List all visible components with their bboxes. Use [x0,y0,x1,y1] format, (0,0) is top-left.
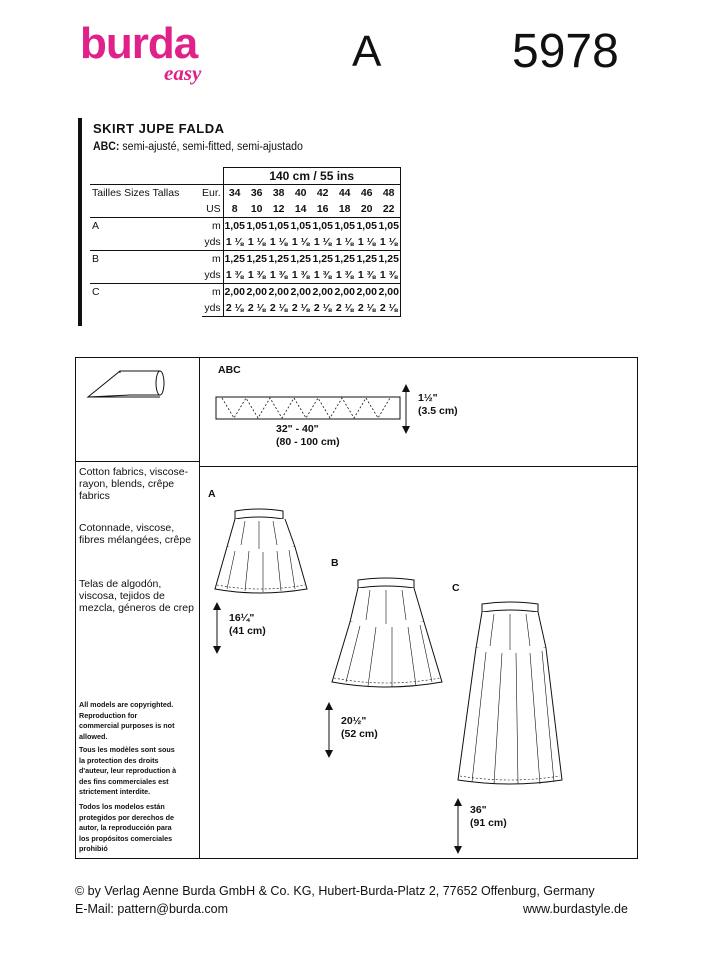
unit-label: m [202,218,223,235]
us-size: 18 [338,203,351,215]
yardage-row [90,284,400,301]
length-label-c [470,804,507,830]
length-c-in: 36" [470,804,487,816]
yardage-value: 1,05 [290,218,312,235]
eur-size: 46 [360,187,373,199]
elastic-length-cm: (80 - 100 cm) [276,436,340,448]
us-size: 22 [378,201,401,218]
yardage-value: 1,05 [312,218,334,235]
subtitle-text: semi-ajusté, semi-fitted, semi-ajustado [119,141,303,153]
elastic-width-cm: (3.5 cm) [418,405,458,417]
eur-size: 38 [272,187,285,199]
us-size: 10 [250,203,263,215]
yardage-value: 2,00 [378,284,401,301]
eur-size: 42 [316,187,329,199]
us-size: 8 [231,203,238,215]
difficulty-letter: A [352,27,382,76]
unit-label: yds [202,267,223,284]
length-label-a [229,612,266,638]
yardage-value: 2,00 [312,284,334,301]
yardage-value: 1,25 [378,251,401,268]
yardage-value: 1 ⅜ [269,269,288,281]
eur-size: 36 [250,187,263,199]
subtitle-prefix: ABC: [93,141,120,153]
yardage-value: 1 ⅜ [225,269,244,281]
yardage-value: 1,05 [223,218,246,235]
yardage-value: 1 ⅛ [225,236,244,248]
frame-divider [199,357,200,859]
length-arrow-a [209,600,225,656]
us-size: 12 [272,203,285,215]
view-label-a: A [208,488,216,500]
yardage-value: 1 ⅜ [313,269,332,281]
fabric-width: 140 cm / 55 ins [223,168,400,185]
yardage-value: 1 ⅛ [378,234,401,251]
yardage-value: 1,25 [312,251,334,268]
fabric-fr: Cotonnade, viscose, fibres mélangées, crêpe [79,522,192,546]
yardage-value: 1,25 [246,251,268,268]
yardage-value: 1,25 [290,251,312,268]
skirt-b-illustration [328,574,446,694]
yardage-row [90,218,400,235]
pattern-title: SKIRT JUPE FALDA [93,121,225,136]
yardage-row [90,234,400,251]
skirt-a-illustration [205,505,313,595]
yardage-value: 2,00 [356,284,378,301]
skirt-c-illustration [454,598,568,790]
yardage-rows [90,218,400,317]
us-size: 16 [316,203,329,215]
length-b-in: 20½" [341,715,367,727]
yardage-value: 2,00 [334,284,356,301]
yardage-value: 2 ⅛ [223,300,246,317]
length-arrow-b [321,700,337,760]
size-header-label: Tailles Sizes Tallas [92,187,180,199]
view-label-b: B [331,557,339,569]
unit-label: m [202,251,223,268]
frame-divider [199,466,638,467]
us-size: 14 [294,203,307,215]
view-label-c: C [452,582,460,594]
yardage-value: 1,05 [356,218,378,235]
title-bar [78,118,82,326]
elastic-width-in: 1½" [418,392,438,404]
yardage-value: 1 ⅛ [357,236,376,248]
brand-logo: burda [80,19,198,68]
elastic-length-label [276,423,340,449]
yardage-row [90,300,400,317]
yardage-value: 2 ⅛ [268,300,290,317]
yardage-value: 1 ⅜ [291,269,310,281]
yardage-value: 1,05 [334,218,356,235]
elastic-length-in: 32" - 40" [276,423,319,435]
yardage-value: 2,00 [268,284,290,301]
yardage-value: 2 ⅛ [246,300,268,317]
us-label: US [202,201,223,218]
footer-copyright: © by Verlag Aenne Burda GmbH & Co. KG, Hubert-Burda-Platz 2, 77652 Offenburg, Germany [75,884,595,898]
yardage-value: 1 ⅛ [313,236,332,248]
yardage-row [90,267,400,284]
yardage-value: 1 ⅜ [357,269,376,281]
view-name: B [90,251,202,268]
copyright-fr: Tous les modèles sont sous la protection des droits d'auteur, leur reproduction à des fins commerciales est strictement interdite. [79,745,177,796]
view-name: C [90,284,202,301]
length-label-b [341,715,378,741]
copyright-es: Todos los modelos están protegidos por derechos de autor, la reproducción para los propósitos comerciales prohibió [79,802,175,853]
yardage-value: 1,25 [334,251,356,268]
yardage-value: 1 ⅛ [291,236,310,248]
eur-size: 40 [294,187,307,199]
yardage-value: 2 ⅛ [290,300,312,317]
fabric-en: Cotton fabrics, viscose-rayon, blends, crêpe fabrics [79,466,189,502]
yardage-value: 2,00 [290,284,312,301]
length-c-cm: (91 cm) [470,817,507,829]
yardage-value: 1,25 [223,251,246,268]
eur-size: 44 [338,187,351,199]
yardage-value: 1 ⅜ [378,267,401,284]
eur-size: 48 [378,185,401,202]
pattern-subtitle [93,141,303,153]
footer-email[interactable]: E-Mail: pattern@burda.com [75,902,229,916]
view-name: A [90,218,202,235]
yardage-value: 1 ⅜ [335,269,354,281]
eur-label: Eur. [202,185,223,202]
copyright-en: All models are copyrighted. Reproduction for commercial purposes is not allowed. [79,700,175,741]
eur-size: 34 [228,187,241,199]
yardage-value: 2 ⅛ [378,300,401,317]
length-b-cm: (52 cm) [341,728,378,740]
yardage-value: 2 ⅛ [334,300,356,317]
yardage-table [90,167,401,317]
length-arrow-c [450,796,466,856]
yardage-value: 2,00 [246,284,268,301]
fabric-es: Telas de algodón, viscosa, tejidos de mezcla, géneros de crep [79,578,194,614]
yardage-value: 1 ⅛ [247,236,266,248]
yardage-value: 1,05 [246,218,268,235]
elastic-views-label: ABC [218,364,241,376]
unit-label: m [202,284,223,301]
fabric-roll-icon [84,363,166,407]
elastic-width-label [418,392,458,418]
pattern-number: 5978 [512,25,619,78]
yardage-value: 1,05 [378,218,401,235]
yardage-value: 2 ⅛ [312,300,334,317]
yardage-value: 2,00 [223,284,246,301]
footer-website[interactable]: www.burdastyle.de [523,902,628,916]
length-a-in: 16¼" [229,612,255,624]
unit-label: yds [202,234,223,251]
brand-logo-sub: easy [164,61,202,85]
yardage-value: 1,25 [356,251,378,268]
yardage-value: 1,05 [268,218,290,235]
yardage-value: 1,25 [268,251,290,268]
frame-divider [75,461,200,462]
unit-label: yds [202,300,223,317]
yardage-value: 1 ⅛ [269,236,288,248]
yardage-value: 1 ⅛ [335,236,354,248]
yardage-row [90,251,400,268]
yardage-value: 2 ⅛ [356,300,378,317]
us-size: 20 [360,203,373,215]
length-a-cm: (41 cm) [229,625,266,637]
yardage-value: 1 ⅜ [247,269,266,281]
